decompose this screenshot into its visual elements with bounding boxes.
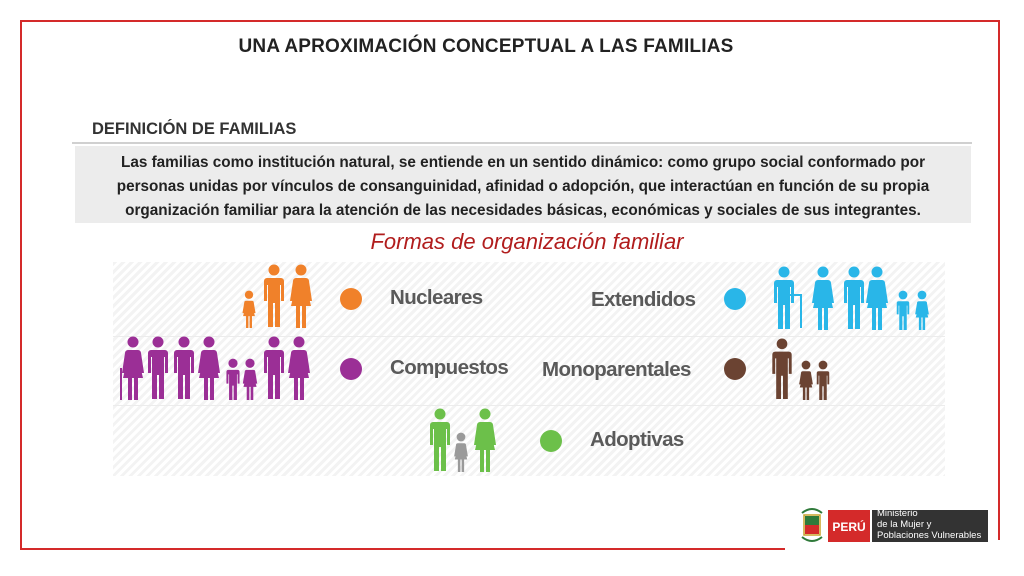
extendidos-label: Extendidos [591,288,696,311]
extended-family-icon [770,266,936,332]
nucleares-dot [340,288,362,310]
forms-title: Formas de organización familiar [370,229,684,254]
svg-text:PERÚ: PERÚ [832,520,866,534]
nucleares-label: Nucleares [390,286,483,309]
compuestos-dot [340,358,362,380]
adoptivas-dot [540,430,562,452]
definition-heading: DEFINICIÓN DE FAMILIAS [92,120,297,138]
nuclear-family-icon [240,264,320,330]
divider [72,142,972,144]
monoparentales-dot [724,358,746,380]
divider [113,405,945,406]
compuestos-label: Compuestos [390,356,509,379]
single-parent-family-icon [770,338,836,402]
coat-of-arms-icon [802,509,822,541]
monoparentales-label: Monoparentales [542,358,691,381]
adoptive-family-icon [428,408,504,474]
ministry-name: Ministerio de la Mujer y Poblaciones Vulnerables [877,508,982,541]
adoptivas-label: Adoptivas [590,428,684,451]
extendidos-dot [724,288,746,310]
definition-text: Las familias como institución natural, se entiende en un sentido dinámico: como grupo social conformado por personas unidas por vínculos de consanguinidad, afinidad o adopción, que interactúan en función de su propia organización familiar para la atención de las necesidades básicas, económicas y sociales de sus integrantes. [75,146,971,223]
page-title: UNA APROXIMACIÓN CONCEPTUAL A LAS FAMILIAS [238,36,734,57]
composite-family-icon [118,336,318,402]
